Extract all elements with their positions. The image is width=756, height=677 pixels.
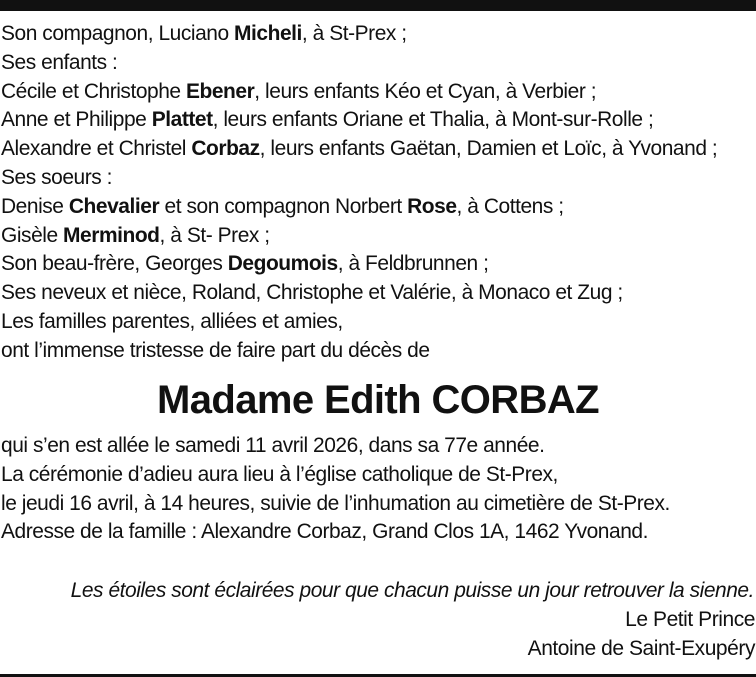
family-line	[1, 250, 753, 279]
family-line	[1, 78, 753, 107]
line-text: Ses neveux et nièce, Roland, Christophe et Valérie, à Monaco et Zug ;	[1, 281, 623, 305]
line-text: Anne et Philippe	[1, 108, 152, 132]
family-line	[1, 193, 753, 222]
line-text: , à Feldbrunnen ;	[337, 252, 489, 276]
family-line	[1, 337, 753, 366]
family-line	[1, 222, 753, 251]
line-text: ont l’immense tristesse de faire part du décès de	[1, 338, 430, 362]
detail-line: qui s’en est allée le samedi 11 avril 2026, dans sa 77e année.	[1, 434, 545, 457]
line-text: Son beau-frère, Georges	[1, 252, 228, 276]
line-text: Denise	[1, 194, 69, 218]
family-list	[1, 20, 755, 366]
line-text: Cécile et Christophe	[1, 79, 186, 103]
family-line	[1, 49, 753, 78]
quote-text: Les étoiles sont éclairées pour que chacun puisse un jour retrouver la sienne.	[70, 579, 754, 602]
line-text: , à St- Prex ;	[159, 223, 270, 247]
surname: Rose	[407, 194, 457, 218]
line-text: Gisèle	[1, 223, 64, 247]
quote-source: Le Petit Prince	[625, 608, 755, 631]
surname: Degoumois	[227, 252, 338, 276]
line-text: Les familles parentes, alliées et amies,	[1, 309, 343, 333]
top-border-rule	[0, 0, 756, 11]
surname: Corbaz	[191, 137, 260, 161]
funeral-details	[1, 432, 755, 547]
detail-line: La cérémonie d’adieu aura lieu à l’église catholique de St-Prex,	[1, 462, 558, 486]
surname: Chevalier	[68, 194, 160, 218]
deceased-name: Madame Edith CORBAZ	[157, 378, 599, 422]
detail-line: le jeudi 16 avril, à 14 heures, suivie de l’inhumation au cimetière de St-Prex.	[1, 491, 670, 515]
surname: Merminod	[63, 223, 160, 247]
line-text: , leurs enfants Kéo et Cyan, à Verbier ;	[254, 79, 597, 103]
line-text: , à St-Prex ;	[301, 22, 407, 45]
line-text: Alexandre et Christel	[1, 137, 192, 161]
line-text: , leurs enfants Oriane et Thalia, à Mont-sur-Rolle ;	[212, 108, 654, 132]
detail-line: Adresse de la famille : Alexandre Corbaz, Grand Clos 1A, 1462 Yvonand.	[1, 520, 648, 544]
line-text: et son compagnon Norbert	[159, 194, 408, 218]
surname: Ebener	[185, 79, 255, 103]
line-text: , à Cottens ;	[456, 194, 564, 218]
family-line	[1, 20, 753, 49]
family-line	[1, 308, 753, 337]
family-line	[1, 135, 753, 164]
line-text: Ses soeurs :	[1, 165, 113, 189]
quote-author: Antoine de Saint-Exupéry	[527, 637, 755, 660]
surname: Plattet	[151, 108, 213, 132]
family-line	[1, 279, 753, 308]
line-text: Son compagnon, Luciano	[1, 22, 235, 45]
surname: Micheli	[234, 22, 302, 45]
line-text: , leurs enfants Gaëtan, Damien et Loïc, à Yvonand ;	[259, 137, 718, 161]
family-line	[1, 106, 753, 135]
family-line	[1, 164, 753, 193]
line-text: Ses enfants :	[1, 50, 118, 74]
